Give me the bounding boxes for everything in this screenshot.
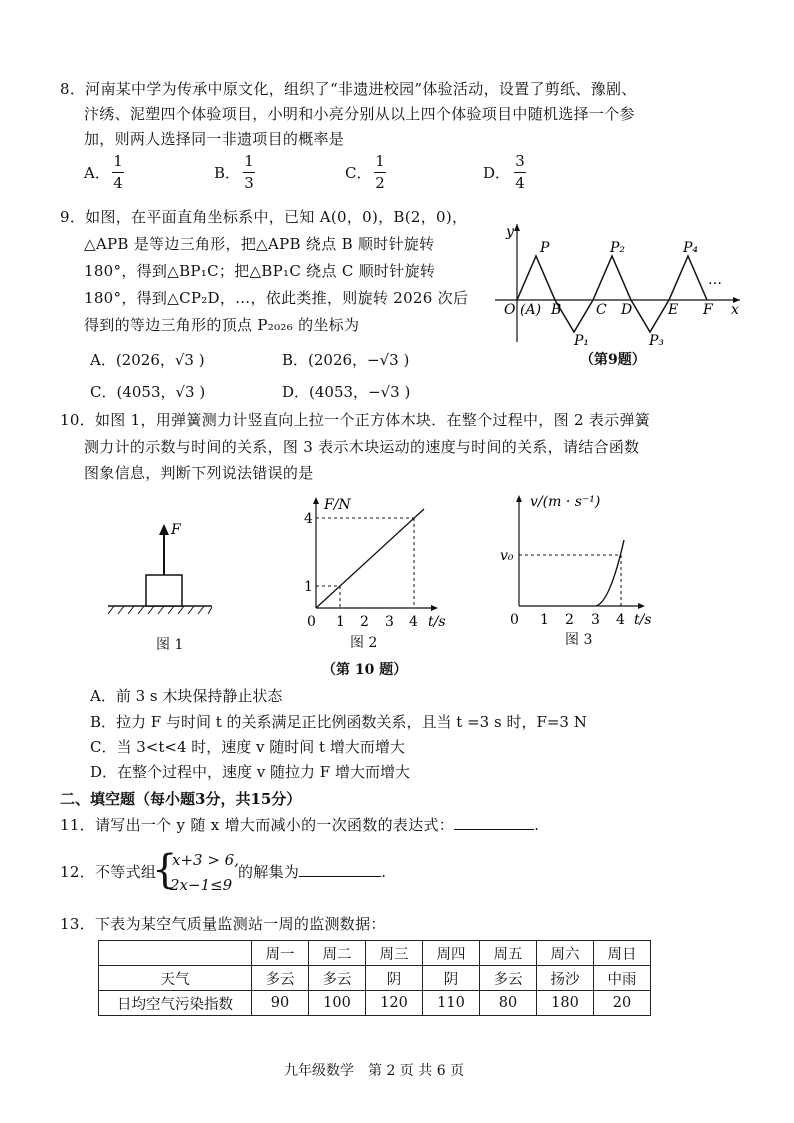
fig2-xtick-3: 3	[385, 614, 394, 630]
ground-hatching	[108, 606, 212, 614]
table-cell: 中雨	[594, 966, 651, 991]
fig-label-b: B	[551, 302, 562, 318]
fig3-xlabel: t/s	[634, 612, 652, 628]
fig3-xtick-1: 1	[540, 612, 549, 628]
q10-line2: 测力计的示数与时间的关系，图 3 表示木块运动的速度与时间的关系，请结合函数	[84, 438, 640, 456]
fig2-ytick-4: 4	[304, 511, 313, 527]
table-cell: 扬沙	[537, 966, 594, 991]
table-cell: 90	[252, 991, 309, 1016]
q9-line3: 180°，得到△BP₁C；把△BP₁C 绕点 C 顺时针旋转	[84, 262, 436, 280]
q9-line5: 得到的等边三角形的顶点 P₂₀₂₆ 的坐标为	[84, 316, 360, 334]
q12-brace: {	[152, 847, 178, 893]
fig3-xtick-3: 3	[591, 612, 600, 628]
q8-option-c-label: C．	[345, 164, 372, 182]
table-header-cell	[99, 941, 252, 966]
fig-label-p3: P₃	[649, 333, 665, 349]
fig3-velocity-curve	[596, 540, 624, 606]
q10-option-c: C．当 3<t<4 时，速度 v 随时间 t 增大而增大	[90, 738, 405, 756]
table-header-cell: 周三	[366, 941, 423, 966]
table-cell: 阴	[423, 966, 480, 991]
fig3-xtick-2: 2	[565, 612, 574, 628]
y-axis-arrow	[514, 224, 520, 231]
fig-label-y: y	[506, 224, 514, 240]
q8-option-a-label: A．	[84, 164, 110, 182]
table-header-row	[99, 941, 651, 966]
table-cell: 多云	[252, 966, 309, 991]
fig2-origin: 0	[307, 614, 316, 630]
q8-option-d-label: D．	[483, 164, 511, 182]
q11-prompt: 11．请写出一个 y 随 x 增大而减小的一次函数的表达式：	[60, 816, 455, 834]
fig3-ylabel: v/(m · s⁻¹)	[530, 494, 601, 510]
q9-option-d: D．(4053，−√3 )	[282, 383, 411, 401]
q10-line3: 图象信息，判断下列说法错误的是	[84, 464, 314, 482]
q8-option-b-fraction: 1 3	[244, 152, 254, 192]
q8-line1: 8．河南某中学为传承中原文化，组织了“非遗进校园”体验活动，设置了剪纸、豫剧、	[60, 80, 637, 98]
q9-figure-caption: （第9题）	[580, 352, 646, 368]
air-quality-table	[98, 940, 651, 1016]
q10-figure-caption: （第 10 题）	[322, 662, 408, 678]
q12-inequality-1: x+3 > 6,	[172, 851, 239, 869]
fig-label-e: E	[668, 302, 679, 318]
fig3-x-arrow	[638, 603, 645, 609]
fig2-xlabel: t/s	[428, 614, 446, 630]
table-cell: 日均空气污染指数	[99, 991, 252, 1016]
section-heading-fill-in: 二、填空题（每小题3分，共15分）	[60, 790, 302, 808]
table-row	[99, 991, 651, 1016]
q9-figure	[490, 214, 750, 354]
fig-label-d: D	[621, 302, 633, 318]
fig-label-p: P	[540, 240, 550, 256]
fig2-force-line	[316, 509, 424, 608]
fig3-xtick-4: 4	[616, 612, 625, 628]
table-cell: 110	[423, 991, 480, 1016]
fig-label-c: C	[596, 302, 607, 318]
q10-figure1	[108, 518, 218, 628]
table-header-cell: 周二	[309, 941, 366, 966]
triangle-zigzag	[517, 256, 707, 332]
q11-answer-blank[interactable]	[454, 829, 534, 830]
table-header-cell: 周六	[537, 941, 594, 966]
q9-line2: △APB 是等边三角形，把△APB 绕点 B 顺时针旋转	[84, 235, 435, 253]
force-arrow-head	[159, 524, 169, 535]
table-cell: 阴	[366, 966, 423, 991]
q8-option-b-label: B．	[214, 164, 241, 182]
q8-option-d-fraction: 3 4	[515, 152, 525, 192]
fig-label-p1: P₁	[574, 333, 590, 349]
fig-label-p4: P₄	[683, 240, 699, 256]
fig3-y-arrow	[516, 495, 522, 502]
q10-option-d: D．在整个过程中，速度 v 随拉力 F 增大而增大	[90, 763, 410, 781]
q12-inequality-2: 2x−1≤9	[170, 876, 233, 894]
q9-line4: 180°，得到△CP₂D，…，依此类推，则旋转 2026 次后	[84, 289, 469, 307]
fig2-x-arrow	[431, 605, 438, 611]
q9-option-a: A．(2026，√3 )	[90, 351, 205, 369]
fig2-ytick-1: 1	[304, 579, 313, 595]
table-row	[99, 966, 651, 991]
table-cell: 20	[594, 991, 651, 1016]
fig2-xtick-1: 1	[336, 614, 345, 630]
q11-text	[60, 818, 539, 833]
q10-line1: 10．如图 1，用弹簧测力计竖直向上拉一个正方体木块．在整个过程中，图 2 表示弹簧	[60, 411, 651, 429]
q9-line1: 9．如图，在平面直角坐标系中，已知 A(0，0)，B(2，0)，	[60, 208, 468, 226]
fig-label-ellipsis: …	[708, 272, 722, 288]
fig2-xtick-2: 2	[360, 614, 369, 630]
fig-label-a: (A)	[520, 302, 542, 318]
q8-line2: 汴绣、泥塑四个体验项目，小明和小亮分别从以上四个体验项目中随机选择一个参	[84, 105, 635, 123]
wood-block	[146, 575, 182, 606]
fig2-ylabel: F/N	[324, 497, 351, 513]
table-cell: 80	[480, 991, 537, 1016]
table-header-cell: 周一	[252, 941, 309, 966]
q12-answer-blank[interactable]	[299, 876, 381, 877]
q12-suffix: 的解集为	[238, 863, 300, 881]
table-cell: 100	[309, 991, 366, 1016]
q12-prefix: 12．不等式组	[60, 863, 157, 881]
q10-option-b: B．拉力 F 与时间 t 的关系满足正比例函数关系，且当 t =3 s 时，F=3 N	[90, 713, 587, 731]
q9-option-b: B．(2026，−√3 )	[282, 351, 410, 369]
q13-text: 13．下表为某空气质量监测站一周的监测数据：	[60, 915, 386, 933]
fig2-xtick-4: 4	[409, 614, 418, 630]
fig-label-o: O	[504, 302, 516, 318]
table-cell: 多云	[309, 966, 366, 991]
table-cell: 120	[366, 991, 423, 1016]
table-cell: 天气	[99, 966, 252, 991]
table-header-cell: 周五	[480, 941, 537, 966]
table-cell: 180	[537, 991, 594, 1016]
q8-line3: 加，则两人选择同一非遗项目的概率是	[84, 130, 345, 148]
table-header-cell: 周日	[594, 941, 651, 966]
q8-option-c-fraction: 1 2	[375, 152, 385, 192]
fig3-ytick-v0: v₀	[500, 548, 514, 564]
q8-option-a-fraction: 1 4	[113, 152, 123, 192]
q10-figure2	[298, 493, 453, 633]
fig2-y-arrow	[313, 497, 319, 504]
q10-figure2-caption: 图 2	[350, 635, 378, 651]
q11-period: .	[534, 816, 540, 834]
fig3-origin: 0	[510, 612, 519, 628]
q10-figure1-caption: 图 1	[156, 637, 184, 653]
q10-figure3	[500, 490, 665, 630]
q12-suffix-line	[238, 865, 386, 880]
fig-label-p2: P₂	[610, 240, 626, 256]
page-footer: 九年级数学 第 2 页 共 6 页	[284, 1063, 465, 1079]
q10-option-a: A．前 3 s 木块保持静止状态	[90, 687, 283, 705]
q10-figure3-caption: 图 3	[565, 632, 593, 648]
table-cell: 多云	[480, 966, 537, 991]
q9-option-c: C．(4053，√3 )	[90, 383, 206, 401]
force-label: F	[171, 522, 181, 538]
fig-label-x: x	[731, 302, 739, 318]
fig-label-f: F	[703, 302, 713, 318]
table-header-cell: 周四	[423, 941, 480, 966]
q12-period: .	[381, 863, 387, 881]
